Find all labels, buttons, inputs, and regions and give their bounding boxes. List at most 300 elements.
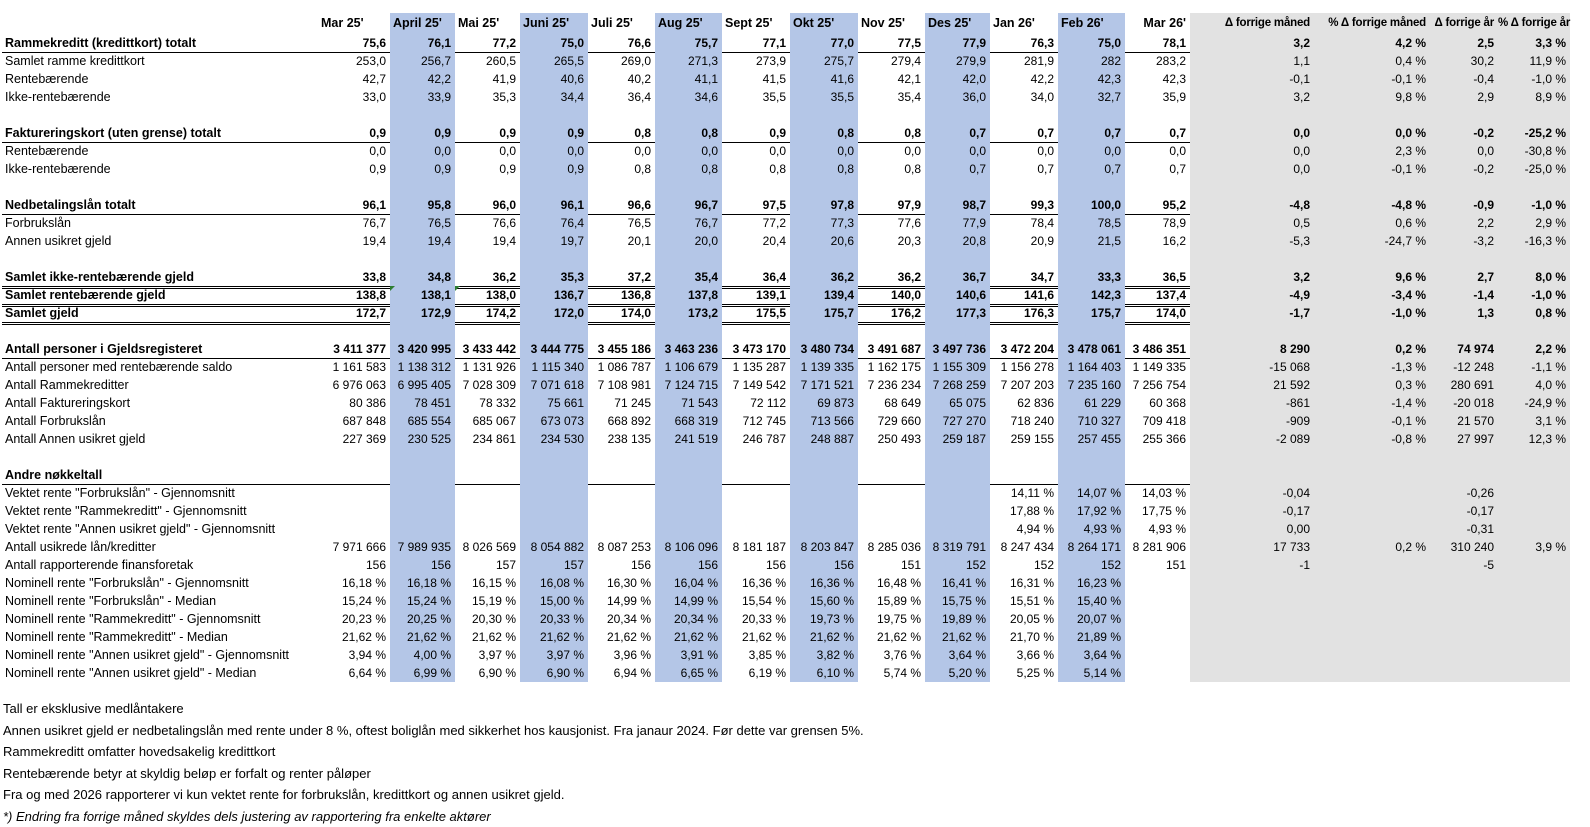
cell[interactable] [858, 448, 925, 466]
cell[interactable]: -16,3 % [1498, 232, 1570, 250]
cell[interactable]: -4,9 [1190, 286, 1314, 307]
cell[interactable]: 40,6 [520, 70, 588, 88]
cell[interactable]: 6 995 405 [390, 376, 455, 394]
cell[interactable]: 42,2 [390, 70, 455, 88]
cell[interactable]: 3 480 734 [790, 340, 858, 359]
cell[interactable]: 68 649 [858, 394, 925, 412]
cell[interactable]: 4,2 % [1314, 34, 1430, 53]
cell[interactable]: 0,0 [520, 142, 588, 160]
cell[interactable] [318, 250, 390, 268]
cell[interactable]: 35,5 [722, 88, 790, 106]
cell[interactable]: 0,9 [318, 160, 390, 178]
cell[interactable]: 3 473 170 [722, 340, 790, 359]
cell[interactable] [655, 484, 722, 502]
cell[interactable] [655, 250, 722, 268]
row-label[interactable]: Antall usikrede lån/kreditter [2, 538, 318, 556]
cell[interactable]: 3,64 % [1058, 646, 1125, 664]
cell[interactable] [1314, 178, 1430, 196]
cell[interactable]: 269,0 [588, 52, 655, 70]
cell[interactable]: -5 [1430, 556, 1498, 574]
cell[interactable] [1430, 322, 1498, 340]
cell[interactable] [1058, 448, 1125, 466]
row-label[interactable]: Vektet rente "Forbrukslån" - Gjennomsnitt [2, 484, 318, 502]
cell[interactable]: 20,34 % [588, 610, 655, 628]
cell[interactable]: 21,70 % [990, 628, 1058, 646]
cell[interactable]: 11,9 % [1498, 52, 1570, 70]
cell[interactable] [990, 466, 1058, 485]
column-header[interactable]: Δ forrige måned [1190, 13, 1314, 34]
cell[interactable]: 142,3 [1058, 286, 1125, 307]
row-label[interactable]: Ikke-rentebærende [2, 160, 318, 178]
cell[interactable]: 41,9 [455, 70, 520, 88]
cell[interactable]: 21,62 % [390, 628, 455, 646]
cell[interactable]: 96,1 [520, 196, 588, 215]
column-header[interactable]: Δ forrige år [1430, 13, 1498, 34]
cell[interactable] [655, 106, 722, 124]
cell[interactable]: 250 493 [858, 430, 925, 448]
cell[interactable] [1498, 484, 1570, 502]
cell[interactable]: 21,62 % [588, 628, 655, 646]
cell[interactable] [925, 484, 990, 502]
cell[interactable]: 35,4 [655, 268, 722, 289]
cell[interactable]: 713 566 [790, 412, 858, 430]
cell[interactable]: 668 319 [655, 412, 722, 430]
cell[interactable] [520, 520, 588, 538]
cell[interactable]: 6,65 % [655, 664, 722, 682]
cell[interactable]: 75 661 [520, 394, 588, 412]
cell[interactable]: -0,2 [1430, 160, 1498, 178]
cell[interactable]: 76,7 [318, 214, 390, 232]
cell[interactable]: 1 162 175 [858, 358, 925, 376]
cell[interactable] [1125, 466, 1190, 485]
cell[interactable]: -30,8 % [1498, 142, 1570, 160]
cell[interactable]: 4,93 % [1058, 520, 1125, 538]
cell[interactable] [790, 106, 858, 124]
cell[interactable]: -24,7 % [1314, 232, 1430, 250]
column-header[interactable]: Mar 26' [1125, 13, 1190, 34]
cell[interactable]: -1,3 % [1314, 358, 1430, 376]
cell[interactable]: 265,5 [520, 52, 588, 70]
cell[interactable] [1498, 178, 1570, 196]
cell[interactable]: 77,1 [722, 34, 790, 53]
row-label[interactable]: Andre nøkkeltall [2, 466, 318, 485]
cell[interactable]: 0,0 [1190, 142, 1314, 160]
cell[interactable]: 37,2 [588, 268, 655, 289]
cell[interactable]: 3,91 % [655, 646, 722, 664]
cell[interactable]: 5,14 % [1058, 664, 1125, 682]
cell[interactable]: 234 861 [455, 430, 520, 448]
cell[interactable]: 1 155 309 [925, 358, 990, 376]
cell[interactable] [858, 502, 925, 520]
cell[interactable]: 21 570 [1430, 412, 1498, 430]
cell[interactable]: 78,4 [990, 214, 1058, 232]
cell[interactable]: 5,20 % [925, 664, 990, 682]
cell[interactable] [990, 322, 1058, 340]
cell[interactable] [390, 520, 455, 538]
cell[interactable]: 3,9 % [1498, 538, 1570, 556]
cell[interactable] [1190, 178, 1314, 196]
cell[interactable]: -909 [1190, 412, 1314, 430]
cell[interactable]: -4,8 % [1314, 196, 1430, 215]
cell[interactable]: 3,2 [1190, 268, 1314, 289]
cell[interactable]: 1,1 [1190, 52, 1314, 70]
cell[interactable]: 7 071 618 [520, 376, 588, 394]
cell[interactable] [1125, 106, 1190, 124]
cell[interactable]: 709 418 [1125, 412, 1190, 430]
cell[interactable]: 1 138 312 [390, 358, 455, 376]
cell[interactable] [790, 484, 858, 502]
cell[interactable]: 9,8 % [1314, 88, 1430, 106]
cell[interactable]: 0,8 [790, 160, 858, 178]
cell[interactable] [455, 520, 520, 538]
row-label[interactable]: Nominell rente "Rammekreditt" - Gjennomsnitt [2, 610, 318, 628]
cell[interactable]: 0,0 [1058, 142, 1125, 160]
cell[interactable]: 21,62 % [790, 628, 858, 646]
cell[interactable] [1125, 646, 1190, 664]
cell[interactable]: -3,2 [1430, 232, 1498, 250]
cell[interactable] [318, 322, 390, 340]
cell[interactable]: 2,2 % [1498, 340, 1570, 359]
cell[interactable]: 0,0 [455, 142, 520, 160]
cell[interactable]: 241 519 [655, 430, 722, 448]
cell[interactable]: 76,3 [990, 34, 1058, 53]
cell[interactable]: 7 207 203 [990, 376, 1058, 394]
cell[interactable]: 7 256 754 [1125, 376, 1190, 394]
cell[interactable] [1498, 466, 1570, 485]
cell[interactable]: 1,3 [1430, 304, 1498, 325]
cell[interactable]: 96,6 [588, 196, 655, 215]
cell[interactable] [318, 484, 390, 502]
cell[interactable]: -1,7 [1190, 304, 1314, 325]
cell[interactable] [1498, 664, 1570, 682]
cell[interactable]: 78,9 [1125, 214, 1190, 232]
column-header[interactable]: Okt 25' [790, 13, 858, 34]
cell[interactable]: 172,9 [390, 304, 455, 325]
cell[interactable]: 279,4 [858, 52, 925, 70]
cell[interactable]: 7 235 160 [1058, 376, 1125, 394]
cell[interactable]: 0,7 [1125, 160, 1190, 178]
cell[interactable]: 7 989 935 [390, 538, 455, 556]
cell[interactable] [1430, 448, 1498, 466]
cell[interactable]: 19,7 [520, 232, 588, 250]
cell[interactable]: 0,3 % [1314, 376, 1430, 394]
cell[interactable]: 20,6 [790, 232, 858, 250]
cell[interactable]: 0,0 [990, 142, 1058, 160]
cell[interactable]: -0,1 % [1314, 412, 1430, 430]
cell[interactable] [588, 106, 655, 124]
cell[interactable]: 152 [990, 556, 1058, 574]
row-label[interactable]: Antall Rammekreditter [2, 376, 318, 394]
cell[interactable] [588, 502, 655, 520]
cell[interactable] [1314, 646, 1430, 664]
cell[interactable]: 77,5 [858, 34, 925, 53]
cell[interactable] [925, 178, 990, 196]
cell[interactable]: 78 332 [455, 394, 520, 412]
cell[interactable]: 8 181 187 [722, 538, 790, 556]
cell[interactable]: 227 369 [318, 430, 390, 448]
cell[interactable]: 75,0 [1058, 34, 1125, 53]
cell[interactable]: 77,2 [722, 214, 790, 232]
cell[interactable]: 15,24 % [318, 592, 390, 610]
cell[interactable]: 0,0 [1190, 160, 1314, 178]
cell[interactable] [1190, 610, 1314, 628]
cell[interactable]: 156 [390, 556, 455, 574]
cell[interactable] [588, 484, 655, 502]
cell[interactable]: -1,4 [1430, 286, 1498, 307]
cell[interactable] [790, 448, 858, 466]
cell[interactable]: -0,26 [1430, 484, 1498, 502]
cell[interactable]: -0,31 [1430, 520, 1498, 538]
cell[interactable]: 156 [655, 556, 722, 574]
cell[interactable] [925, 106, 990, 124]
cell[interactable]: 310 240 [1430, 538, 1498, 556]
cell[interactable]: 3 433 442 [455, 340, 520, 359]
cell[interactable] [1430, 466, 1498, 485]
cell[interactable]: 15,54 % [722, 592, 790, 610]
cell[interactable] [1058, 250, 1125, 268]
cell[interactable]: 0,8 [588, 124, 655, 143]
row-label[interactable]: Rentebærende [2, 142, 318, 160]
cell[interactable]: 0,2 % [1314, 340, 1430, 359]
cell[interactable]: -0,1 % [1314, 160, 1430, 178]
cell[interactable]: 6,10 % [790, 664, 858, 682]
cell[interactable] [858, 250, 925, 268]
cell[interactable]: 8 203 847 [790, 538, 858, 556]
cell[interactable]: 75,7 [655, 34, 722, 53]
column-header[interactable]: Juni 25' [520, 13, 588, 34]
row-label[interactable] [2, 178, 318, 196]
cell[interactable]: 4,0 % [1498, 376, 1570, 394]
cell[interactable]: 1 161 583 [318, 358, 390, 376]
cell[interactable]: 4,93 % [1125, 520, 1190, 538]
cell[interactable]: 14,99 % [655, 592, 722, 610]
cell[interactable]: 0,8 [790, 124, 858, 143]
row-label[interactable]: Nominell rente "Annen usikret gjeld" - Median [2, 664, 318, 682]
cell[interactable]: 3 444 775 [520, 340, 588, 359]
cell[interactable]: 34,8 [390, 268, 455, 289]
cell[interactable]: 259 155 [990, 430, 1058, 448]
cell[interactable]: 0,7 [925, 124, 990, 143]
column-header[interactable]: Nov 25' [858, 13, 925, 34]
cell[interactable] [1314, 592, 1430, 610]
cell[interactable]: 74 974 [1430, 340, 1498, 359]
cell[interactable]: 65 075 [925, 394, 990, 412]
cell[interactable]: -25,0 % [1498, 160, 1570, 178]
cell[interactable] [1498, 610, 1570, 628]
cell[interactable] [722, 448, 790, 466]
cell[interactable]: 15,75 % [925, 592, 990, 610]
cell[interactable]: 7 171 521 [790, 376, 858, 394]
cell[interactable]: 282 [1058, 52, 1125, 70]
cell[interactable] [722, 502, 790, 520]
cell[interactable] [1190, 646, 1314, 664]
cell[interactable]: 19,75 % [858, 610, 925, 628]
cell[interactable]: 97,5 [722, 196, 790, 215]
cell[interactable] [990, 250, 1058, 268]
cell[interactable]: 36,2 [858, 268, 925, 289]
cell[interactable]: 1 139 335 [790, 358, 858, 376]
cell[interactable]: 3 478 061 [1058, 340, 1125, 359]
cell[interactable]: 3 463 236 [655, 340, 722, 359]
cell[interactable]: 0,9 [318, 124, 390, 143]
cell[interactable]: 20,30 % [455, 610, 520, 628]
cell[interactable]: 246 787 [722, 430, 790, 448]
cell[interactable] [858, 106, 925, 124]
cell[interactable] [455, 448, 520, 466]
cell[interactable]: -1,4 % [1314, 394, 1430, 412]
cell[interactable]: 61 229 [1058, 394, 1125, 412]
cell[interactable]: 17 733 [1190, 538, 1314, 556]
cell[interactable]: 137,8 [655, 286, 722, 307]
cell[interactable]: 8 054 882 [520, 538, 588, 556]
cell[interactable]: 685 554 [390, 412, 455, 430]
cell[interactable] [588, 250, 655, 268]
cell[interactable]: -12 248 [1430, 358, 1498, 376]
cell[interactable] [1498, 646, 1570, 664]
cell[interactable]: 139,1 [722, 286, 790, 307]
cell[interactable]: -0,1 [1190, 70, 1314, 88]
cell[interactable] [1430, 592, 1498, 610]
cell[interactable]: 41,1 [655, 70, 722, 88]
cell[interactable]: 138,8 [318, 286, 390, 307]
cell[interactable] [520, 322, 588, 340]
cell[interactable]: 3 486 351 [1125, 340, 1190, 359]
cell[interactable]: 0,9 [390, 124, 455, 143]
cell[interactable] [1190, 592, 1314, 610]
column-header[interactable]: Des 25' [925, 13, 990, 34]
cell[interactable] [1430, 106, 1498, 124]
cell[interactable]: 0,0 [588, 142, 655, 160]
cell[interactable]: -0,17 [1190, 502, 1314, 520]
cell[interactable]: 0,0 [722, 142, 790, 160]
cell[interactable]: 16,36 % [790, 574, 858, 592]
row-label[interactable]: Nominell rente "Annen usikret gjeld" - Gjennomsnitt [2, 646, 318, 664]
cell[interactable]: 20,25 % [390, 610, 455, 628]
column-header[interactable]: % Δ forrige måned [1314, 13, 1430, 34]
row-label[interactable]: Antall Faktureringskort [2, 394, 318, 412]
cell[interactable]: 36,5 [1125, 268, 1190, 289]
cell[interactable] [790, 502, 858, 520]
column-header[interactable]: Juli 25' [588, 13, 655, 34]
cell[interactable]: 685 067 [455, 412, 520, 430]
cell[interactable]: 8 026 569 [455, 538, 520, 556]
cell[interactable]: 175,5 [722, 304, 790, 325]
cell[interactable]: 257 455 [1058, 430, 1125, 448]
cell[interactable] [455, 484, 520, 502]
cell[interactable]: 3,97 % [520, 646, 588, 664]
cell[interactable]: 279,9 [925, 52, 990, 70]
cell[interactable] [790, 178, 858, 196]
cell[interactable]: 14,11 % [990, 484, 1058, 502]
cell[interactable]: 176,3 [990, 304, 1058, 325]
cell[interactable]: 6 976 063 [318, 376, 390, 394]
cell[interactable]: 33,9 [390, 88, 455, 106]
row-label[interactable]: Annen usikret gjeld [2, 232, 318, 250]
cell[interactable] [390, 466, 455, 485]
cell[interactable] [925, 466, 990, 485]
cell[interactable] [1314, 628, 1430, 646]
cell[interactable] [1430, 628, 1498, 646]
cell[interactable]: 1 115 340 [520, 358, 588, 376]
cell[interactable]: 8 247 434 [990, 538, 1058, 556]
cell[interactable] [1125, 592, 1190, 610]
cell[interactable]: 77,9 [925, 214, 990, 232]
cell[interactable]: -1 [1190, 556, 1314, 574]
cell[interactable]: 20,34 % [655, 610, 722, 628]
cell[interactable]: 1 149 335 [1125, 358, 1190, 376]
cell[interactable] [1498, 556, 1570, 574]
cell[interactable]: 77,3 [790, 214, 858, 232]
cell[interactable]: 15,00 % [520, 592, 588, 610]
cell[interactable]: 0,8 [655, 124, 722, 143]
cell[interactable] [520, 106, 588, 124]
cell[interactable]: -1,0 % [1498, 196, 1570, 215]
cell[interactable]: 77,9 [925, 34, 990, 53]
cell[interactable]: 156 [722, 556, 790, 574]
cell[interactable]: 16,08 % [520, 574, 588, 592]
cell[interactable]: 17,88 % [990, 502, 1058, 520]
cell[interactable]: 238 135 [588, 430, 655, 448]
cell[interactable]: 20,3 [858, 232, 925, 250]
cell[interactable]: 16,2 [1125, 232, 1190, 250]
cell[interactable]: 3,2 [1190, 88, 1314, 106]
cell[interactable] [1058, 178, 1125, 196]
cell[interactable] [1125, 448, 1190, 466]
cell[interactable] [925, 448, 990, 466]
cell[interactable] [520, 178, 588, 196]
cell[interactable]: 0,0 [790, 142, 858, 160]
cell[interactable]: 712 745 [722, 412, 790, 430]
cell[interactable]: 5,74 % [858, 664, 925, 682]
cell[interactable] [455, 106, 520, 124]
cell[interactable]: 21,62 % [455, 628, 520, 646]
cell[interactable]: 9,6 % [1314, 268, 1430, 289]
cell[interactable]: 0,7 [990, 160, 1058, 178]
cell[interactable] [1190, 466, 1314, 485]
cell[interactable]: 0,7 [1125, 124, 1190, 143]
cell[interactable]: 5,25 % [990, 664, 1058, 682]
cell[interactable]: 20,1 [588, 232, 655, 250]
cell[interactable]: 77,2 [455, 34, 520, 53]
cell[interactable]: 7 028 309 [455, 376, 520, 394]
cell[interactable] [390, 322, 455, 340]
cell[interactable] [790, 322, 858, 340]
cell[interactable] [1190, 664, 1314, 682]
cell[interactable] [1430, 574, 1498, 592]
cell[interactable] [1498, 628, 1570, 646]
cell[interactable]: -20 018 [1430, 394, 1498, 412]
cell[interactable]: 3,3 % [1498, 34, 1570, 53]
cell[interactable]: 14,03 % [1125, 484, 1190, 502]
cell[interactable]: 3,1 % [1498, 412, 1570, 430]
cell[interactable]: -1,1 % [1498, 358, 1570, 376]
cell[interactable]: 71 245 [588, 394, 655, 412]
cell[interactable]: 3,66 % [990, 646, 1058, 664]
cell[interactable] [1314, 574, 1430, 592]
row-label[interactable]: Rammekreditt (kredittkort) totalt [2, 34, 318, 53]
cell[interactable]: 34,4 [520, 88, 588, 106]
cell[interactable] [390, 448, 455, 466]
cell[interactable]: 136,8 [588, 286, 655, 307]
cell[interactable]: 34,6 [655, 88, 722, 106]
cell[interactable] [455, 502, 520, 520]
cell[interactable]: 710 327 [1058, 412, 1125, 430]
cell[interactable] [1498, 574, 1570, 592]
cell[interactable] [1430, 250, 1498, 268]
cell[interactable] [588, 322, 655, 340]
cell[interactable]: 17,75 % [1125, 502, 1190, 520]
cell[interactable]: 1 135 287 [722, 358, 790, 376]
